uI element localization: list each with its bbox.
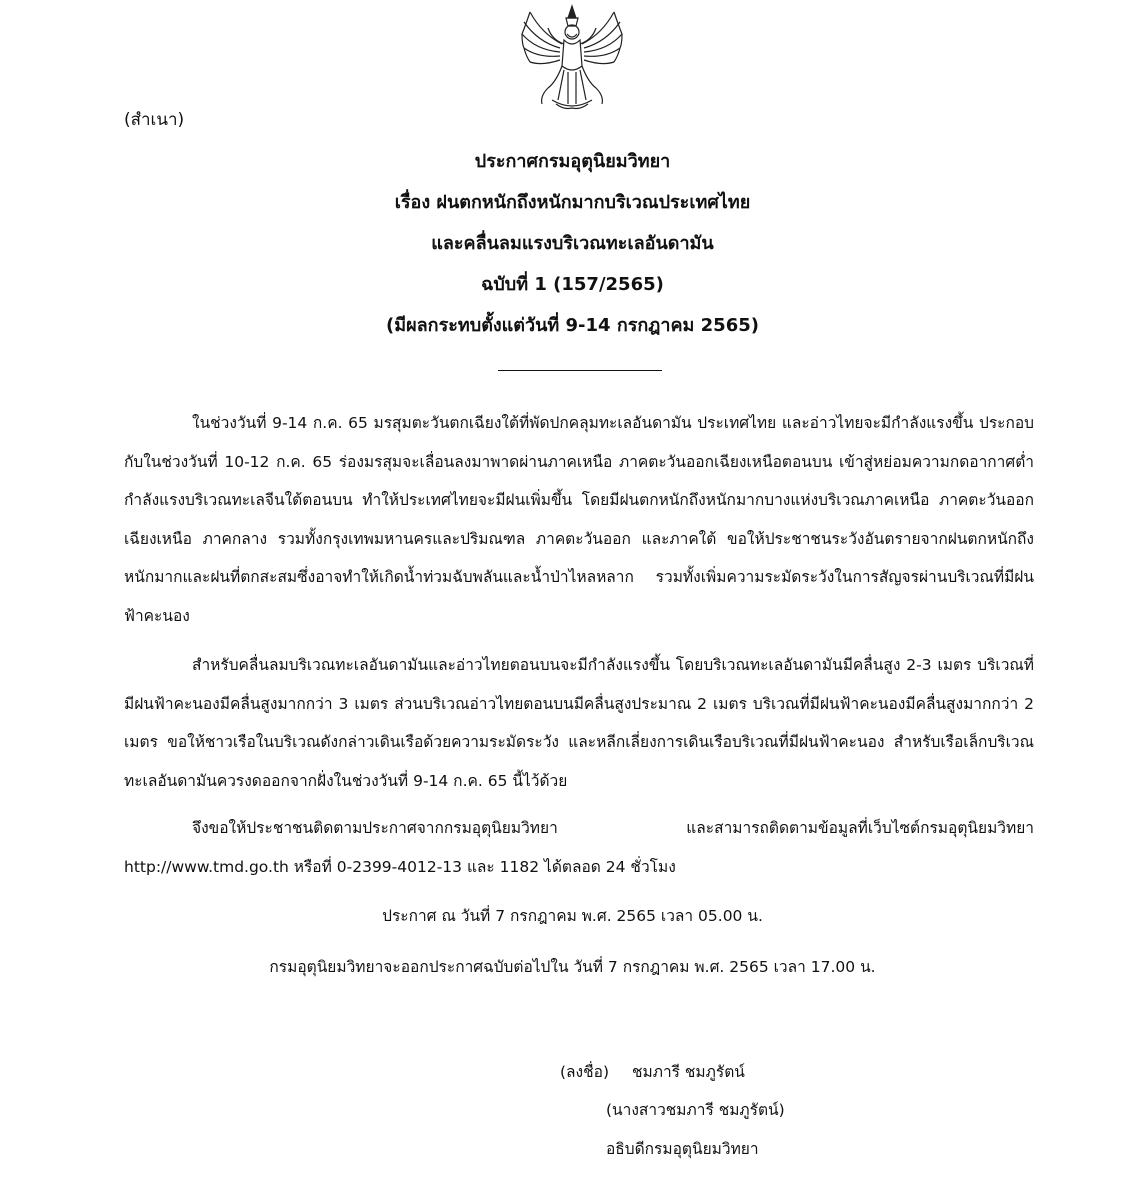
paragraph-waves: สำหรับคลื่นลมบริเวณทะเลอันดามันและอ่าวไทยตอนบนจะมีกำลังแรงขึ้น โดยบริเวณทะเลอันดามันมีคลื่นสูง 2-3 เมตร บริเวณที่มีฝนฟ้าคะนองมีคลื่นสูงมากกว่า 3 เมตร ส่วนบริเวณอ่าวไทยตอนบนมีคลื่นสูงประมาณ 2 เมตร บริเวณที่มีฝนฟ้าคะนองมีคลื่นสูงมากกว่า 2 เมตร ขอให้ชาวเรือในบริเวณดังกล่าวเดินเรือด้วยความระมัดระวัง และหลีกเลี่ยงการเดินเรือบริเวณที่มีฝนฟ้าคะนอง สำหรับเรือเล็กบริเวณทะเลอันดามันควรงดออกจากฝั่งในช่วงวันที่ 9-14 ก.ค. 65 นี้ไว้ด้วย	[124, 656, 1034, 790]
garuda-emblem	[512, 4, 632, 114]
signer-full-name: (นางสาวชมภารี ชมภูรัตน์)	[606, 1101, 785, 1119]
signer-position: อธิบดีกรมอุตุนิยมวิทยา	[606, 1140, 759, 1158]
paragraph-contact: จึงขอให้ประชาชนติดตามประกาศจากกรมอุตุนิยมวิทยา และสามารถติดตามข้อมูลที่เว็บไซต์กรมอุตุนิยมวิทยา http://www.tmd.go.th หรือที่ 0-2399-4012-13 และ 1182 ได้ตลอด 24 ชั่วโมง	[124, 819, 1034, 876]
copy-mark: (สำเนา)	[124, 110, 185, 130]
signature-label: (ลงชื่อ)	[560, 1063, 609, 1081]
title-line: ประกาศกรมอุตุนิยมวิทยา	[474, 151, 671, 172]
title-rule	[498, 370, 662, 371]
paragraph-rain: ในช่วงวันที่ 9-14 ก.ค. 65 มรสุมตะวันตกเฉียงใต้ที่พัดปกคลุมทะเลอันดามัน ประเทศไทย และอ่าวไทยจะมีกำลังแรงขึ้น ประกอบกับในช่วงวันที่ 10-12 ก.ค. 65 ร่องมรสุมจะเลื่อนลงมาพาดผ่านภาคเหนือ ภาคตะวันออกเฉียงเหนือตอนบน เข้าสู่หย่อมความกดอากาศต่ำกำลังแรงบริเวณทะเลจีนใต้ตอนบน ทำให้ประเทศไทยจะมีฝนเพิ่มขึ้น โดยมีฝนตกหนักถึงหนักมากบางแห่งบริเวณภาคเหนือ ภาคตะวันออกเฉียงเหนือ ภาคกลาง รวมทั้งกรุงเทพมหานครและปริมณฑล ภาคตะวันออก และภาคใต้ ขอให้ประชาชนระวังอันตรายจากฝนตกหนักถึงหนักมากและฝนที่ตกสะสมซึ่งอาจทำให้เกิดน้ำท่วมฉับพลันและน้ำป่าไหลหลาก รวมทั้งเพิ่มความระมัดระวังในการสัญจรผ่านบริเวณที่มีฝนฟ้าคะนอง	[124, 414, 1034, 625]
title-line: เรื่อง ฝนตกหนักถึงหนักมากบริเวณประเทศไทย	[394, 192, 751, 213]
title-line: ฉบับที่ 1 (157/2565)	[481, 274, 664, 295]
title-line: และคลื่นลมแรงบริเวณทะเลอันดามัน	[431, 233, 714, 254]
issue-time: ประกาศ ณ วันที่ 7 กรกฎาคม พ.ศ. 2565 เวลา 05.00 น.	[382, 907, 763, 925]
announcement-title	[0, 146, 1145, 351]
signature-name: ชมภารี ชมภูรัตน์	[632, 1063, 745, 1081]
title-line: (มีผลกระทบตั้งแต่วันที่ 9-14 กรกฎาคม 2565)	[386, 315, 759, 336]
next-issue-note: กรมอุตุนิยมวิทยาจะออกประกาศฉบับต่อไปใน วันที่ 7 กรกฎาคม พ.ศ. 2565 เวลา 17.00 น.	[269, 958, 876, 976]
